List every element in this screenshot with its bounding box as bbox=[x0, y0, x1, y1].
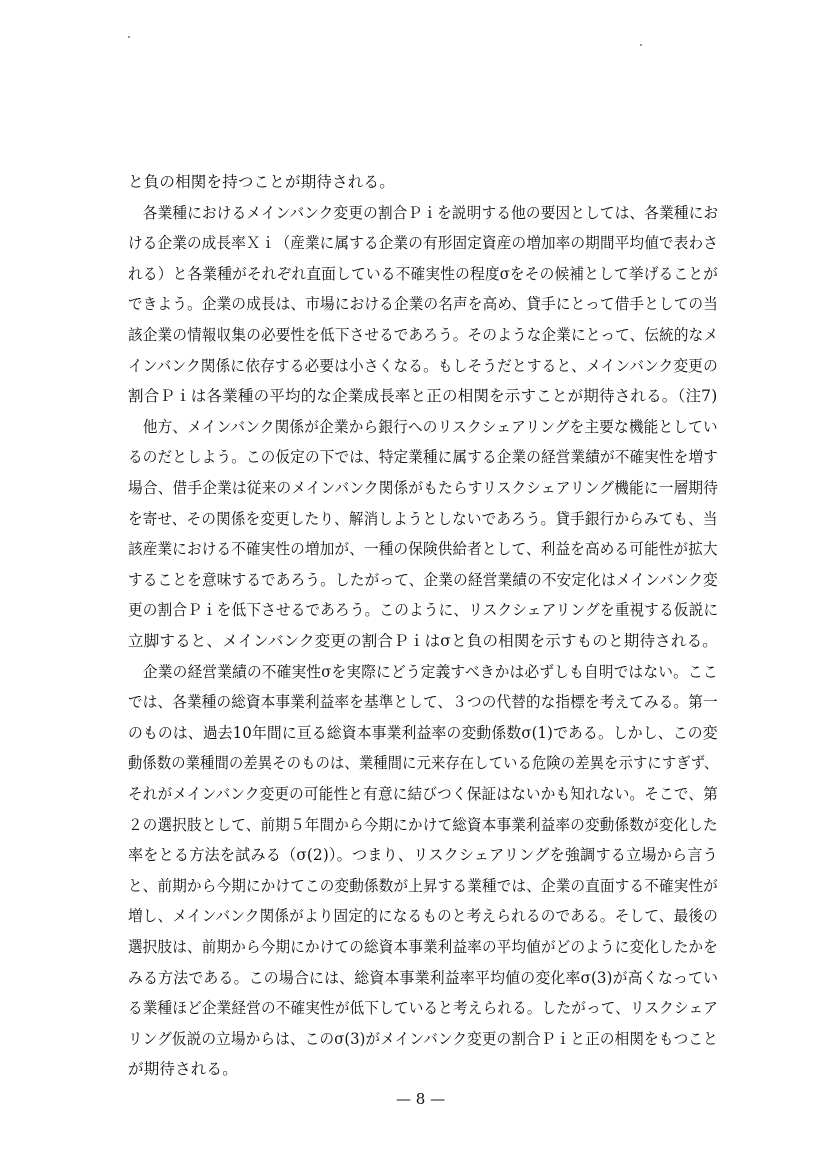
text-line: 各業種におけるメインバンク変更の割合Ｐｉを説明する他の要因としては、各業種にお bbox=[128, 204, 719, 222]
text-line: ける企業の成長率Ｘｉ（産業に属する企業の有形固定資産の増加率の期間平均値で表わさ bbox=[128, 234, 719, 252]
text-line: 割合Ｐｉは各業種の平均的な企業成長率と正の相関を示すことが期待される。（注7) bbox=[128, 387, 718, 405]
text-line: れる）と各業種がそれぞれ直面している不確実性の程度σをその候補として挙げることが bbox=[128, 265, 719, 283]
text-line: るのだとしよう。この仮定の下では、特定業種に属する企業の経営業績が不確実性を増す bbox=[128, 448, 719, 466]
text-line: が期待される。 bbox=[128, 1060, 238, 1078]
text-line: 該企業の情報収集の必要性を低下させるであろう。そのような企業にとって、伝統的なメ bbox=[128, 326, 719, 344]
scan-speck bbox=[128, 36, 130, 38]
text-line: 場合、借手企業は従来のメインバンク関係がもたらすリスクシェアリング機能に一層期待 bbox=[128, 479, 719, 497]
text-line: 選択肢は、前期から今期にかけての総資本事業利益率の平均値がどのように変化したかを bbox=[128, 938, 719, 956]
text-line: る業種ほど企業経営の不確実性が低下していると考えられる。したがって、リスクシェア bbox=[128, 999, 719, 1017]
text-line: リング仮説の立場からは、このσ(3)がメインバンク変更の割合Ｐｉと正の相関をもつこと bbox=[128, 1030, 718, 1048]
text-line: では、各業種の総資本事業利益率を基準として、３つの代替的な指標を考えてみる。第一 bbox=[128, 693, 718, 711]
text-line: 立脚すると、メインバンク変更の割合Ｐｉはσと負の相関を示すものと期待される。 bbox=[128, 632, 718, 650]
text-line: 動係数の業種間の差異そのものは、業種間に元来存在している危険の差異を示すにすぎず、 bbox=[128, 754, 719, 772]
text-line: 該産業における不確実性の増加が、一種の保険供給者として、利益を高める可能性が拡大 bbox=[128, 540, 718, 558]
text-line: 企業の経営業績の不確実性σを実際にどう定義すべきかは必ずしも自明ではない。ここ bbox=[128, 663, 718, 681]
text-line: 他方、メインバンク関係が企業から銀行へのリスクシェアリングを主要な機能としてい bbox=[128, 418, 718, 436]
text-line: することを意味するであろう。したがって、企業の経営業績の不安定化はメインバンク変 bbox=[128, 571, 718, 589]
text-line: インバンク関係に依存する必要は小さくなる。もしそうだとすると、メインバンク変更の bbox=[128, 357, 718, 375]
text-line: ２の選択肢として、前期５年間から今期にかけて総資本事業利益率の変動係数が変化した bbox=[128, 816, 718, 834]
page-number: — 8 — bbox=[396, 1090, 446, 1108]
scan-speck bbox=[640, 44, 642, 46]
text-line: できよう。企業の成長は、市場における企業の名声を高め、貸手にとって借手としての当 bbox=[128, 295, 719, 313]
text-line: 増し、メインバンク関係がより固定的になるものと考えられるのである。そして、最後の bbox=[128, 907, 719, 925]
text-line: のものは、過去10年間に亘る総資本事業利益率の変動係数σ(1)である。しかし、この変 bbox=[128, 724, 718, 742]
text-line: を寄せ、その関係を変更したり、解消しようとしないであろう。貸手銀行からみても、当 bbox=[128, 510, 718, 528]
text-line: 更の割合Ｐｉを低下させるであろう。このように、リスクシェアリングを重視する仮説に bbox=[128, 601, 719, 619]
text-line: と負の相関を持つことが期待される。 bbox=[128, 173, 395, 191]
text-line: それがメインバンク変更の可能性と有意に結びつく保証はないかも知れない。そこで、第 bbox=[128, 785, 719, 803]
text-line: みる方法である。この場合には、総資本事業利益率平均値の変化率σ(3)が高くなってい bbox=[128, 969, 719, 987]
text-line: 率をとる方法を試みる（σ(2)）。つまり、リスクシェアリングを強調する立場から言う bbox=[128, 846, 718, 864]
text-line: と、前期から今期にかけてこの変動係数が上昇する業種では、企業の直面する不確実性が bbox=[128, 877, 719, 895]
